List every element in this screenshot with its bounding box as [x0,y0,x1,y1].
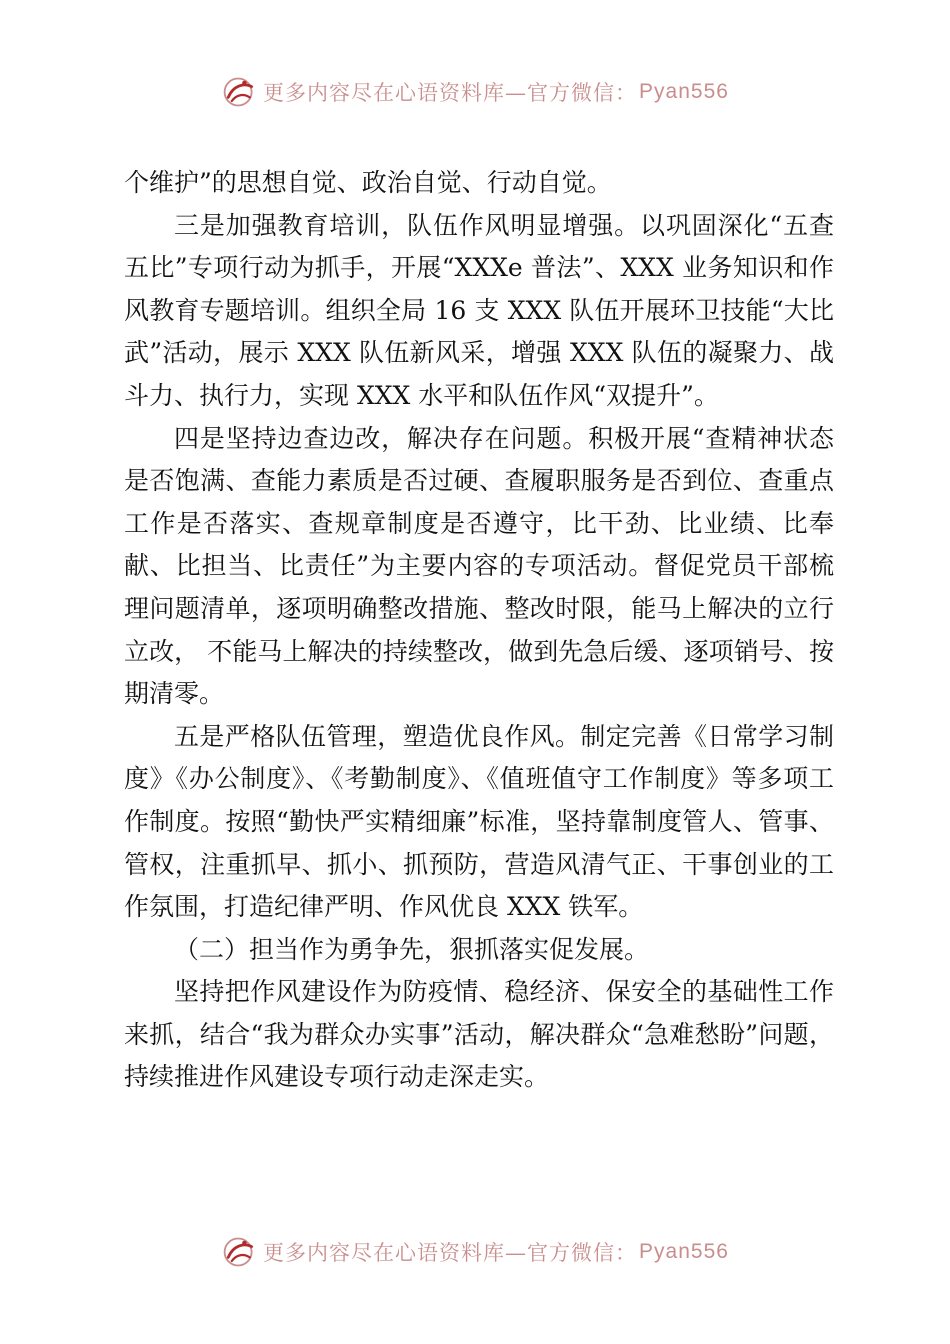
paragraph-education-training: 三是加强教育培训，队伍作风明显增强。以巩固深化“五查五比”专项行动为抓手，开展“XXXe 普法”、XXX 业务知识和作风教育专题培训。组织全局 16 支 XXX 队伍开展环卫技能“大比武”活动，展示 XXX 队伍新风采，增强 XXX 队伍的凝聚力、战斗力、执行力，实现 XXX 水平和队伍作风“双提升”。 [124,210,834,410]
paragraph-style-building: 坚持把作风建设作为防疫情、稳经济、保安全的基础性工作来抓，结合“我为群众办实事”活动，解决群众“急难愁盼”问题，持续推进作风建设专项行动走深走实。 [124,977,834,1092]
paragraph-inspection-rectification: 四是坚持边查边改，解决存在问题。积极开展“查精神状态是否饱满、查能力素质是否过硬、查履职服务是否到位、查重点工作是否落实、查规章制度是否遵守，比干劲、比业绩、比奉献、比担当、比责任”为主要内容的专项活动。督促党员干部梳理问题清单，逐项明确整改措施、整改时限，能马上解决的立行立改， 不能马上解决的持续整改，做到先急后缓、逐项销号、按期清零。 [124,423,834,709]
logo-icon [221,74,257,110]
header-watermark [0,72,950,112]
logo-icon [221,1234,257,1270]
paragraph-team-management: 五是严格队伍管理，塑造优良作风。制定完善《日常学习制度》《办公制度》、《考勤制度》、《值班值守工作制度》等多项工作制度。按照“勤快严实精细廉”标准，坚持靠制度管人、管事、管权，注重抓早、抓小、抓预防，营造风清气正、干事创业的工作氛围，打造纪律严明、作风优良 XXX 铁军。 [124,721,834,922]
watermark-account: Pyan556 [639,1240,729,1263]
watermark-text: 更多内容尽在心语资料库—官方微信： [263,1241,638,1265]
watermark-account: Pyan556 [639,80,729,103]
document-body [124,162,834,1099]
watermark-text: 更多内容尽在心语资料库—官方微信： [263,81,638,105]
paragraph-continuation: 个维护”的思想自觉、政治自觉、行动自觉。 [124,168,612,197]
footer-watermark [0,1232,950,1272]
section-heading: （二）担当作为勇争先，狠抓落实促发展。 [174,934,650,964]
